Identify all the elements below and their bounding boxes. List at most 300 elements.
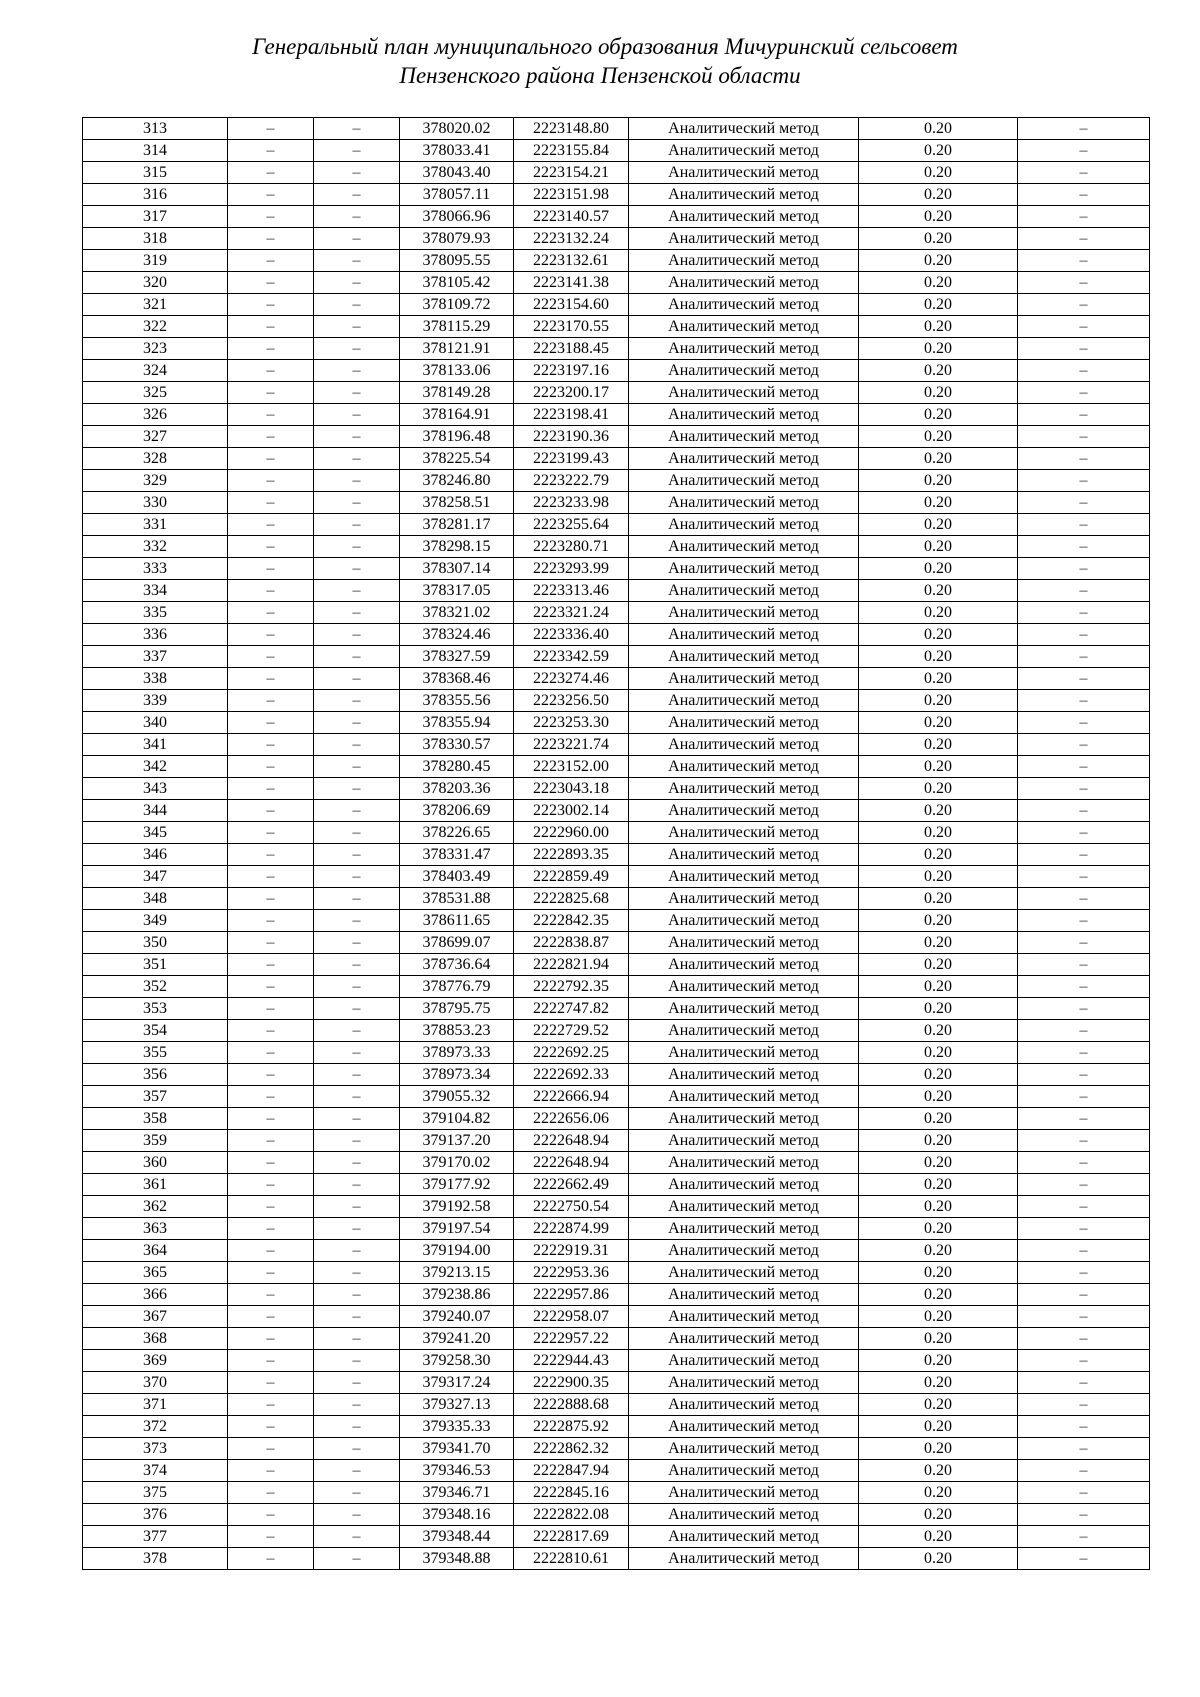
point-number-cell: 363 [83,1218,228,1240]
method-cell: Аналитический метод [629,558,859,580]
method-cell: Аналитический метод [629,580,859,602]
empty-y-cell: – [314,206,400,228]
point-number-cell: 357 [83,1086,228,1108]
point-number-cell: 341 [83,734,228,756]
y-coordinate-cell: 2222957.86 [514,1284,629,1306]
description-cell: – [1018,910,1150,932]
table-row [83,712,1150,734]
accuracy-cell: 0.20 [859,1108,1018,1130]
description-cell: – [1018,800,1150,822]
x-coordinate-cell: 378736.64 [400,954,514,976]
description-cell: – [1018,1108,1150,1130]
accuracy-cell: 0.20 [859,140,1018,162]
y-coordinate-cell: 2223255.64 [514,514,629,536]
table-row [83,580,1150,602]
point-number-cell: 329 [83,470,228,492]
point-number-cell: 323 [83,338,228,360]
y-coordinate-cell: 2223313.46 [514,580,629,602]
method-cell: Аналитический метод [629,1108,859,1130]
point-number-cell: 339 [83,690,228,712]
x-coordinate-cell: 378206.69 [400,800,514,822]
x-coordinate-cell: 379241.20 [400,1328,514,1350]
x-coordinate-cell: 378133.06 [400,360,514,382]
description-cell: – [1018,1218,1150,1240]
x-coordinate-cell: 379170.02 [400,1152,514,1174]
empty-y-cell: – [314,734,400,756]
description-cell: – [1018,250,1150,272]
empty-x-cell: – [228,1372,314,1394]
table-row [83,1372,1150,1394]
empty-x-cell: – [228,1174,314,1196]
y-coordinate-cell: 2223148.80 [514,118,629,140]
empty-x-cell: – [228,1196,314,1218]
y-coordinate-cell: 2222957.22 [514,1328,629,1350]
table-row [83,1350,1150,1372]
description-cell: – [1018,602,1150,624]
empty-y-cell: – [314,1482,400,1504]
y-coordinate-cell: 2223280.71 [514,536,629,558]
accuracy-cell: 0.20 [859,470,1018,492]
empty-y-cell: – [314,624,400,646]
description-cell: – [1018,822,1150,844]
y-coordinate-cell: 2223222.79 [514,470,629,492]
x-coordinate-cell: 378298.15 [400,536,514,558]
y-coordinate-cell: 2223256.50 [514,690,629,712]
method-cell: Аналитический метод [629,690,859,712]
y-coordinate-cell: 2223197.16 [514,360,629,382]
empty-y-cell: – [314,1372,400,1394]
empty-x-cell: – [228,316,314,338]
x-coordinate-cell: 379192.58 [400,1196,514,1218]
point-number-cell: 324 [83,360,228,382]
method-cell: Аналитический метод [629,910,859,932]
y-coordinate-cell: 2223342.59 [514,646,629,668]
document-header [0,32,1200,90]
point-number-cell: 373 [83,1438,228,1460]
empty-x-cell: – [228,800,314,822]
empty-x-cell: – [228,668,314,690]
table-row [83,1174,1150,1196]
x-coordinate-cell: 379341.70 [400,1438,514,1460]
method-cell: Аналитический метод [629,1086,859,1108]
table-row [83,1438,1150,1460]
x-coordinate-cell: 379346.53 [400,1460,514,1482]
empty-y-cell: – [314,1328,400,1350]
y-coordinate-cell: 2223221.74 [514,734,629,756]
y-coordinate-cell: 2222842.35 [514,910,629,932]
y-coordinate-cell: 2222750.54 [514,1196,629,1218]
empty-x-cell: – [228,602,314,624]
empty-x-cell: – [228,162,314,184]
description-cell: – [1018,1328,1150,1350]
method-cell: Аналитический метод [629,1526,859,1548]
y-coordinate-cell: 2223151.98 [514,184,629,206]
accuracy-cell: 0.20 [859,1548,1018,1570]
empty-y-cell: – [314,976,400,998]
empty-y-cell: – [314,404,400,426]
table-row [83,1416,1150,1438]
accuracy-cell: 0.20 [859,294,1018,316]
x-coordinate-cell: 378057.11 [400,184,514,206]
y-coordinate-cell: 2222821.94 [514,954,629,976]
empty-x-cell: – [228,866,314,888]
table-row [83,294,1150,316]
empty-x-cell: – [228,470,314,492]
x-coordinate-cell: 378973.33 [400,1042,514,1064]
empty-x-cell: – [228,998,314,1020]
table-body [83,118,1150,1570]
empty-x-cell: – [228,206,314,228]
method-cell: Аналитический метод [629,140,859,162]
accuracy-cell: 0.20 [859,514,1018,536]
empty-y-cell: – [314,382,400,404]
table-row [83,1482,1150,1504]
point-number-cell: 332 [83,536,228,558]
description-cell: – [1018,558,1150,580]
y-coordinate-cell: 2222662.49 [514,1174,629,1196]
empty-y-cell: – [314,316,400,338]
method-cell: Аналитический метод [629,1020,859,1042]
accuracy-cell: 0.20 [859,184,1018,206]
empty-y-cell: – [314,646,400,668]
method-cell: Аналитический метод [629,426,859,448]
point-number-cell: 318 [83,228,228,250]
x-coordinate-cell: 378324.46 [400,624,514,646]
empty-y-cell: – [314,1218,400,1240]
y-coordinate-cell: 2223154.21 [514,162,629,184]
point-number-cell: 362 [83,1196,228,1218]
empty-y-cell: – [314,668,400,690]
x-coordinate-cell: 378226.65 [400,822,514,844]
empty-y-cell: – [314,426,400,448]
empty-y-cell: – [314,954,400,976]
point-number-cell: 322 [83,316,228,338]
accuracy-cell: 0.20 [859,1152,1018,1174]
x-coordinate-cell: 378066.96 [400,206,514,228]
point-number-cell: 327 [83,426,228,448]
empty-y-cell: – [314,778,400,800]
x-coordinate-cell: 378043.40 [400,162,514,184]
point-number-cell: 364 [83,1240,228,1262]
x-coordinate-cell: 378033.41 [400,140,514,162]
description-cell: – [1018,140,1150,162]
description-cell: – [1018,360,1150,382]
x-coordinate-cell: 378115.29 [400,316,514,338]
accuracy-cell: 0.20 [859,338,1018,360]
x-coordinate-cell: 379258.30 [400,1350,514,1372]
accuracy-cell: 0.20 [859,272,1018,294]
empty-x-cell: – [228,1218,314,1240]
x-coordinate-cell: 379327.13 [400,1394,514,1416]
point-number-cell: 315 [83,162,228,184]
empty-x-cell: – [228,426,314,448]
method-cell: Аналитический метод [629,316,859,338]
y-coordinate-cell: 2223190.36 [514,426,629,448]
description-cell: – [1018,756,1150,778]
empty-y-cell: – [314,514,400,536]
empty-y-cell: – [314,580,400,602]
empty-x-cell: – [228,646,314,668]
point-number-cell: 313 [83,118,228,140]
y-coordinate-cell: 2222847.94 [514,1460,629,1482]
x-coordinate-cell: 378095.55 [400,250,514,272]
description-cell: – [1018,1416,1150,1438]
table-row [83,448,1150,470]
method-cell: Аналитический метод [629,646,859,668]
description-cell: – [1018,1152,1150,1174]
empty-y-cell: – [314,1460,400,1482]
description-cell: – [1018,932,1150,954]
accuracy-cell: 0.20 [859,1196,1018,1218]
description-cell: – [1018,1394,1150,1416]
method-cell: Аналитический метод [629,1218,859,1240]
accuracy-cell: 0.20 [859,1284,1018,1306]
accuracy-cell: 0.20 [859,932,1018,954]
empty-y-cell: – [314,294,400,316]
accuracy-cell: 0.20 [859,1504,1018,1526]
accuracy-cell: 0.20 [859,1328,1018,1350]
table-row [83,206,1150,228]
point-number-cell: 319 [83,250,228,272]
empty-y-cell: – [314,1240,400,1262]
accuracy-cell: 0.20 [859,162,1018,184]
accuracy-cell: 0.20 [859,118,1018,140]
table-row [83,756,1150,778]
table-row [83,382,1150,404]
y-coordinate-cell: 2222960.00 [514,822,629,844]
method-cell: Аналитический метод [629,1350,859,1372]
point-number-cell: 351 [83,954,228,976]
y-coordinate-cell: 2222810.61 [514,1548,629,1570]
empty-y-cell: – [314,1108,400,1130]
empty-y-cell: – [314,932,400,954]
description-cell: – [1018,1174,1150,1196]
method-cell: Аналитический метод [629,404,859,426]
description-cell: – [1018,316,1150,338]
table-row [83,866,1150,888]
empty-x-cell: – [228,404,314,426]
accuracy-cell: 0.20 [859,844,1018,866]
point-number-cell: 361 [83,1174,228,1196]
x-coordinate-cell: 378258.51 [400,492,514,514]
x-coordinate-cell: 378121.91 [400,338,514,360]
description-cell: – [1018,734,1150,756]
description-cell: – [1018,976,1150,998]
table-row [83,250,1150,272]
x-coordinate-cell: 378246.80 [400,470,514,492]
table-row [83,228,1150,250]
x-coordinate-cell: 379348.44 [400,1526,514,1548]
accuracy-cell: 0.20 [859,1130,1018,1152]
table-row [83,976,1150,998]
point-number-cell: 360 [83,1152,228,1174]
table-row [83,668,1150,690]
empty-x-cell: – [228,1328,314,1350]
accuracy-cell: 0.20 [859,822,1018,844]
description-cell: – [1018,470,1150,492]
accuracy-cell: 0.20 [859,1306,1018,1328]
description-cell: – [1018,294,1150,316]
point-number-cell: 338 [83,668,228,690]
table-row [83,954,1150,976]
empty-y-cell: – [314,1306,400,1328]
accuracy-cell: 0.20 [859,1020,1018,1042]
accuracy-cell: 0.20 [859,1526,1018,1548]
empty-x-cell: – [228,1548,314,1570]
empty-y-cell: – [314,272,400,294]
description-cell: – [1018,206,1150,228]
accuracy-cell: 0.20 [859,602,1018,624]
empty-x-cell: – [228,1306,314,1328]
description-cell: – [1018,162,1150,184]
empty-x-cell: – [228,734,314,756]
description-cell: – [1018,866,1150,888]
y-coordinate-cell: 2222958.07 [514,1306,629,1328]
point-number-cell: 331 [83,514,228,536]
description-cell: – [1018,1350,1150,1372]
x-coordinate-cell: 378355.94 [400,712,514,734]
empty-x-cell: – [228,1350,314,1372]
description-cell: – [1018,1306,1150,1328]
description-cell: – [1018,1526,1150,1548]
table-row [83,492,1150,514]
empty-x-cell: – [228,1042,314,1064]
x-coordinate-cell: 378020.02 [400,118,514,140]
method-cell: Аналитический метод [629,1460,859,1482]
method-cell: Аналитический метод [629,1482,859,1504]
x-coordinate-cell: 379240.07 [400,1306,514,1328]
description-cell: – [1018,1240,1150,1262]
method-cell: Аналитический метод [629,1064,859,1086]
x-coordinate-cell: 378109.72 [400,294,514,316]
y-coordinate-cell: 2223274.46 [514,668,629,690]
empty-y-cell: – [314,1394,400,1416]
table-row [83,998,1150,1020]
x-coordinate-cell: 379137.20 [400,1130,514,1152]
accuracy-cell: 0.20 [859,1064,1018,1086]
empty-x-cell: – [228,558,314,580]
x-coordinate-cell: 379194.00 [400,1240,514,1262]
point-number-cell: 346 [83,844,228,866]
table-row [83,1262,1150,1284]
description-cell: – [1018,536,1150,558]
description-cell: – [1018,1020,1150,1042]
point-number-cell: 368 [83,1328,228,1350]
y-coordinate-cell: 2222656.06 [514,1108,629,1130]
accuracy-cell: 0.20 [859,360,1018,382]
method-cell: Аналитический метод [629,470,859,492]
y-coordinate-cell: 2223152.00 [514,756,629,778]
y-coordinate-cell: 2222838.87 [514,932,629,954]
accuracy-cell: 0.20 [859,1372,1018,1394]
accuracy-cell: 0.20 [859,1240,1018,1262]
point-number-cell: 372 [83,1416,228,1438]
description-cell: – [1018,1504,1150,1526]
table-row [83,734,1150,756]
x-coordinate-cell: 379197.54 [400,1218,514,1240]
accuracy-cell: 0.20 [859,712,1018,734]
point-number-cell: 352 [83,976,228,998]
accuracy-cell: 0.20 [859,1262,1018,1284]
x-coordinate-cell: 378330.57 [400,734,514,756]
method-cell: Аналитический метод [629,624,859,646]
method-cell: Аналитический метод [629,756,859,778]
table-row [83,646,1150,668]
method-cell: Аналитический метод [629,1262,859,1284]
table-row [83,118,1150,140]
accuracy-cell: 0.20 [859,866,1018,888]
method-cell: Аналитический метод [629,448,859,470]
empty-x-cell: – [228,712,314,734]
empty-y-cell: – [314,1526,400,1548]
empty-x-cell: – [228,1394,314,1416]
empty-x-cell: – [228,536,314,558]
description-cell: – [1018,1042,1150,1064]
x-coordinate-cell: 378164.91 [400,404,514,426]
y-coordinate-cell: 2222729.52 [514,1020,629,1042]
description-cell: – [1018,1086,1150,1108]
empty-y-cell: – [314,558,400,580]
y-coordinate-cell: 2223002.14 [514,800,629,822]
y-coordinate-cell: 2222953.36 [514,1262,629,1284]
table-row [83,1328,1150,1350]
y-coordinate-cell: 2223140.57 [514,206,629,228]
accuracy-cell: 0.20 [859,1438,1018,1460]
description-cell: – [1018,1064,1150,1086]
empty-x-cell: – [228,1130,314,1152]
description-cell: – [1018,844,1150,866]
empty-y-cell: – [314,800,400,822]
y-coordinate-cell: 2223198.41 [514,404,629,426]
empty-x-cell: – [228,1460,314,1482]
empty-y-cell: – [314,1350,400,1372]
method-cell: Аналитический метод [629,822,859,844]
y-coordinate-cell: 2223336.40 [514,624,629,646]
accuracy-cell: 0.20 [859,1460,1018,1482]
method-cell: Аналитический метод [629,998,859,1020]
description-cell: – [1018,1548,1150,1570]
accuracy-cell: 0.20 [859,690,1018,712]
x-coordinate-cell: 378307.14 [400,558,514,580]
y-coordinate-cell: 2223199.43 [514,448,629,470]
empty-x-cell: – [228,1240,314,1262]
empty-x-cell: – [228,294,314,316]
empty-x-cell: – [228,690,314,712]
empty-y-cell: – [314,1152,400,1174]
x-coordinate-cell: 378776.79 [400,976,514,998]
method-cell: Аналитический метод [629,866,859,888]
description-cell: – [1018,228,1150,250]
table-row [83,1284,1150,1306]
y-coordinate-cell: 2223188.45 [514,338,629,360]
table-row [83,1042,1150,1064]
empty-y-cell: – [314,228,400,250]
method-cell: Аналитический метод [629,1504,859,1526]
y-coordinate-cell: 2223155.84 [514,140,629,162]
description-cell: – [1018,1284,1150,1306]
y-coordinate-cell: 2222893.35 [514,844,629,866]
empty-x-cell: – [228,1438,314,1460]
y-coordinate-cell: 2222888.68 [514,1394,629,1416]
point-number-cell: 358 [83,1108,228,1130]
accuracy-cell: 0.20 [859,800,1018,822]
point-number-cell: 345 [83,822,228,844]
empty-y-cell: – [314,712,400,734]
point-number-cell: 314 [83,140,228,162]
method-cell: Аналитический метод [629,712,859,734]
method-cell: Аналитический метод [629,118,859,140]
description-cell: – [1018,998,1150,1020]
